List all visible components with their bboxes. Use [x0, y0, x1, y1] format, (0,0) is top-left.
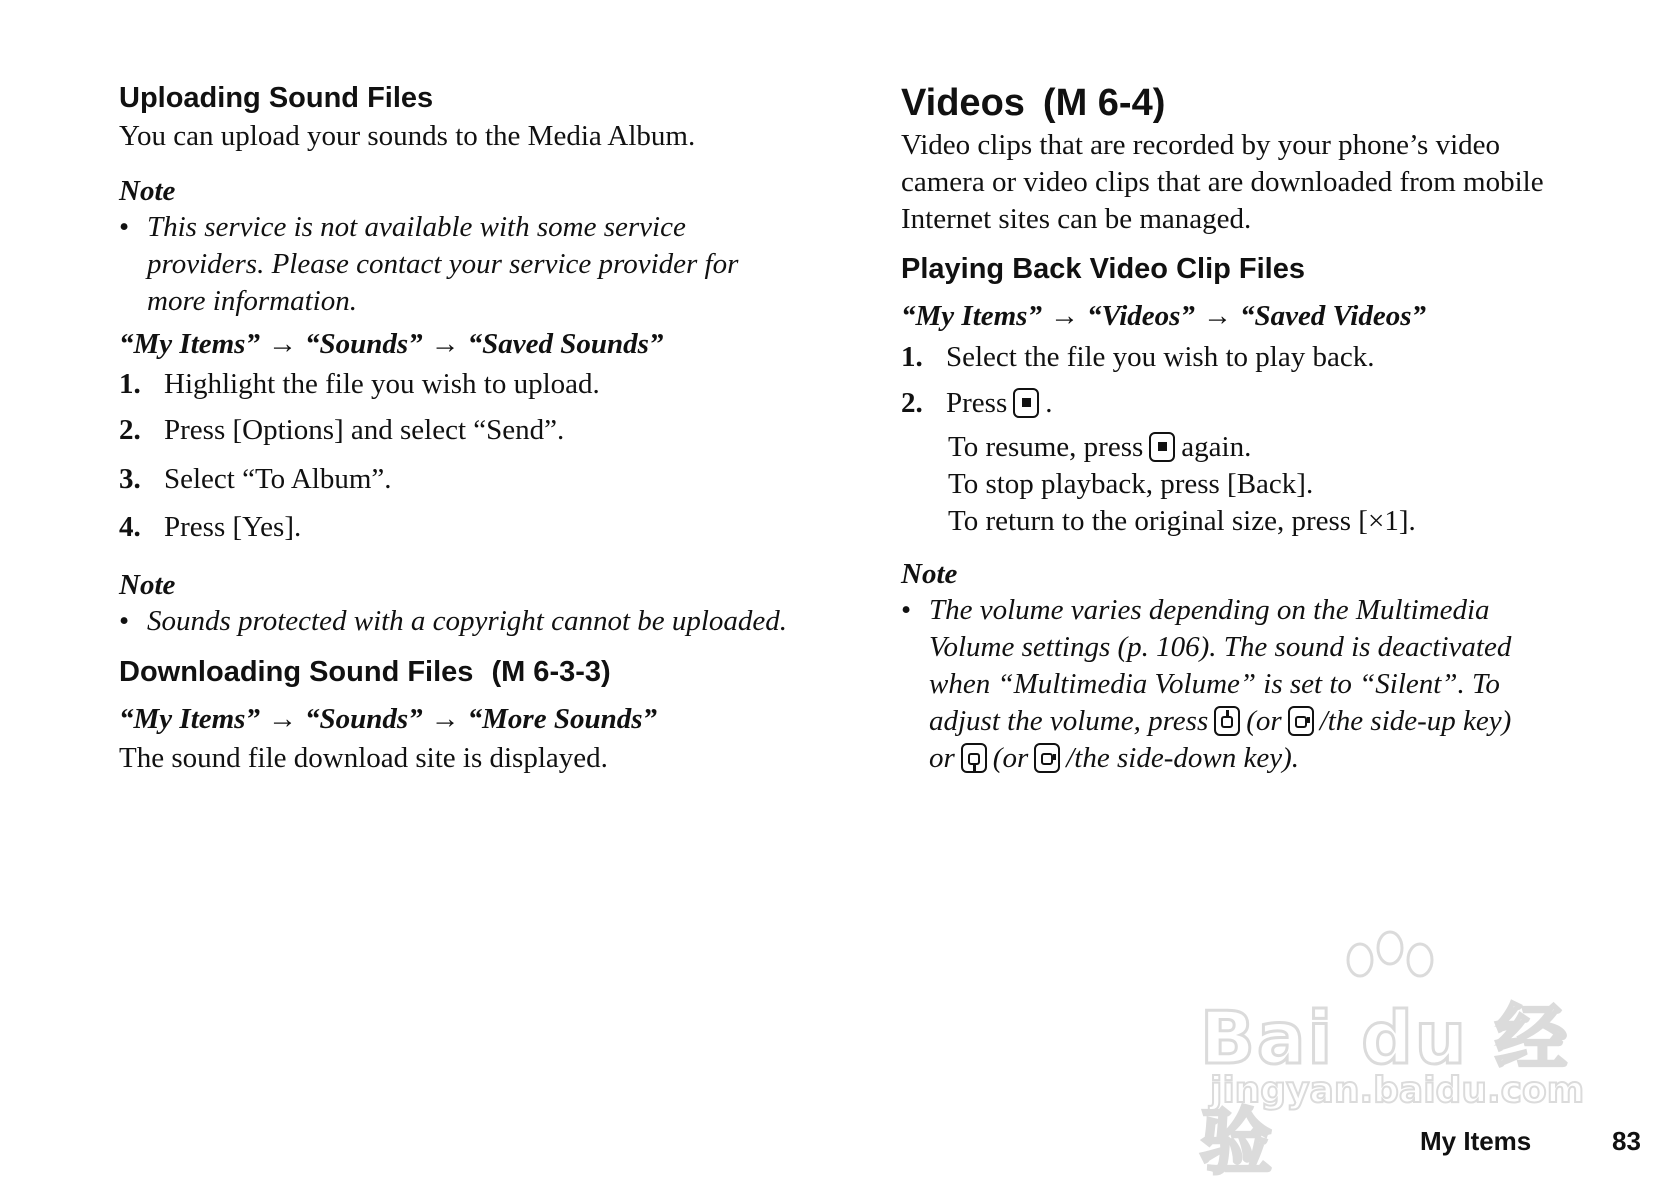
note-line: This service is not available with some service — [147, 211, 686, 243]
path-item: “Videos” — [1086, 300, 1195, 332]
menu-reference: (M 6-3-3) — [491, 656, 611, 688]
note-line: more information. — [147, 285, 357, 317]
resume-text-end: again. — [1181, 431, 1252, 463]
note-title: Note — [119, 175, 176, 207]
intro-line: Internet sites can be managed. — [901, 203, 1252, 235]
arrow-icon: → — [430, 703, 460, 735]
resume-text: To resume, press — [948, 431, 1144, 463]
path-item: “My Items” — [119, 328, 260, 360]
watermark-brand: Bai du 经验 — [1200, 996, 1570, 1184]
step-text: Highlight the file you wish to upload. — [164, 368, 600, 400]
heading-text: Videos — [901, 82, 1025, 124]
step-end: . — [1045, 387, 1053, 419]
note-text: or — [929, 742, 955, 774]
return-line: To return to the original size, press [×1]. — [948, 505, 1416, 537]
note-title: Note — [119, 569, 176, 601]
note-line: Sounds protected with a copyright cannot be uploaded. — [147, 605, 788, 637]
step-number: 2. — [901, 387, 923, 419]
footer-section-title: My Items — [1420, 1126, 1532, 1156]
intro-line: Video clips that are recorded by your phone’s video — [901, 129, 1501, 161]
volume-up-key-icon — [1214, 706, 1240, 736]
download-text: The sound file download site is displayed. — [119, 742, 608, 774]
stop-line: To stop playback, press [Back]. — [948, 468, 1314, 500]
uploading-sound-files-heading: Uploading Sound Files — [119, 82, 434, 114]
note-line: Volume settings (p. 106). The sound is deactivated — [929, 631, 1512, 663]
menu-path — [901, 302, 1426, 331]
note-line — [929, 740, 1511, 777]
side-down-key-icon — [1034, 743, 1060, 773]
step-number: 4. — [119, 511, 141, 543]
center-select-key-icon — [1149, 432, 1175, 462]
note-text: (or — [1246, 705, 1282, 737]
path-item: “Sounds” — [304, 703, 423, 735]
step-item — [119, 416, 564, 445]
bullet-dot: • — [119, 211, 130, 243]
step-item — [119, 370, 600, 399]
step-number: 1. — [119, 368, 141, 400]
note-bullet — [119, 209, 738, 320]
step-item — [119, 513, 301, 542]
note-text: adjust the volume, press — [929, 705, 1209, 737]
arrow-icon: → — [267, 703, 297, 735]
note-line: when “Multimedia Volume” is set to “Silent”. To — [929, 668, 1500, 700]
arrow-icon: → — [430, 328, 460, 360]
path-item: “More Sounds” — [467, 703, 658, 735]
heading-text: Downloading Sound Files — [119, 656, 474, 688]
step-text: Select “To Album”. — [164, 463, 392, 495]
step-text: Press [Yes]. — [164, 511, 302, 543]
note-bullet — [119, 603, 787, 640]
menu-path — [119, 330, 663, 359]
volume-down-key-icon — [961, 743, 987, 773]
footer-page-number: 83 — [1612, 1126, 1641, 1156]
note-text: /the side-up key) — [1319, 705, 1512, 737]
resume-line — [948, 429, 1251, 466]
step-text: Press [Options] and select “Send”. — [164, 414, 565, 446]
step-number: 2. — [119, 414, 141, 446]
path-item: “Saved Sounds” — [467, 328, 664, 360]
downloading-sound-files-heading — [119, 658, 611, 687]
step-number: 1. — [901, 341, 923, 373]
bullet-dot: • — [901, 594, 912, 626]
path-item: “Saved Videos” — [1239, 300, 1427, 332]
step-text: Press — [946, 387, 1008, 419]
arrow-icon: → — [1049, 300, 1079, 332]
videos-intro — [901, 127, 1544, 238]
bullet-dot: • — [119, 605, 130, 637]
note-text: /the side-down key). — [1066, 742, 1299, 774]
upload-intro-text: You can upload your sounds to the Media Album. — [119, 120, 696, 152]
note-title: Note — [901, 558, 958, 590]
note-text: (or — [992, 742, 1029, 774]
path-item: “Sounds” — [304, 328, 423, 360]
note-line: providers. Please contact your service provider for — [147, 248, 739, 280]
path-item: “My Items” — [119, 703, 260, 735]
note-bullet — [901, 592, 1511, 777]
step-item — [119, 465, 392, 494]
note-line: The volume varies depending on the Multimedia — [929, 594, 1490, 626]
menu-reference: (M 6-4) — [1042, 82, 1166, 124]
path-item: “My Items” — [901, 300, 1042, 332]
step-item — [901, 388, 1052, 418]
side-up-key-icon — [1288, 706, 1314, 736]
playing-back-heading: Playing Back Video Clip Files — [901, 253, 1305, 285]
videos-heading — [901, 84, 1165, 122]
step-number: 3. — [119, 463, 141, 495]
arrow-icon: → — [267, 328, 297, 360]
intro-line: camera or video clips that are downloaded from mobile — [901, 166, 1544, 198]
step-item — [901, 343, 1374, 372]
step-text: Select the file you wish to play back. — [946, 341, 1375, 373]
watermark-url: jingyan.baidu.com — [1210, 1070, 1585, 1111]
note-line — [929, 703, 1511, 740]
arrow-icon: → — [1202, 300, 1232, 332]
menu-path — [119, 705, 657, 734]
center-select-key-icon — [1013, 388, 1039, 418]
